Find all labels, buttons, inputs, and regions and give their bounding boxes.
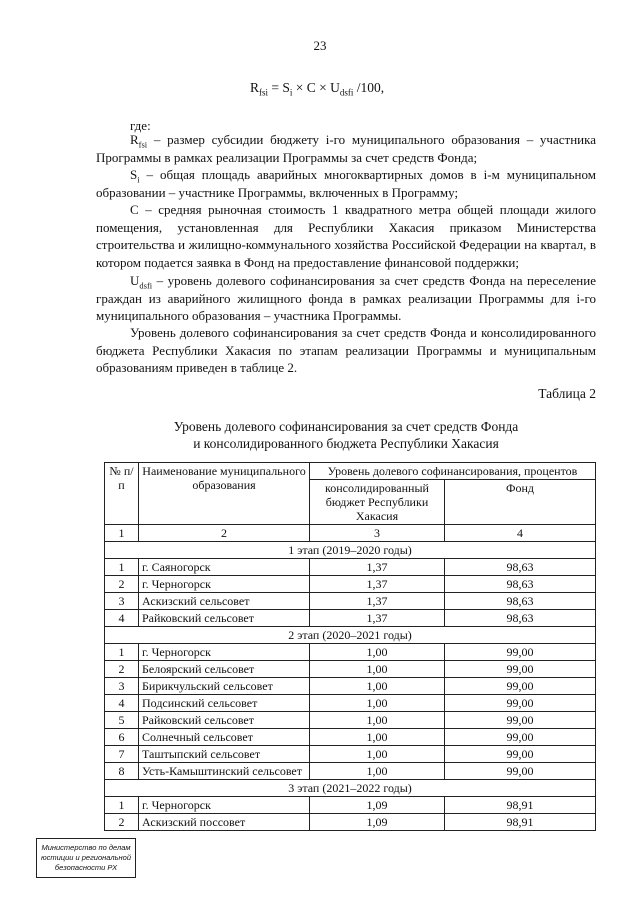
row-name: Таштыпский сельсовет <box>139 746 310 763</box>
row-budget: 1,00 <box>310 763 445 780</box>
row-name: г. Саяногорск <box>139 559 310 576</box>
definition-text: – общая площадь аварийных многоквартирных домов в i-м муниципальном образовании – участнике Программы, включенных в Программу; <box>96 167 596 200</box>
row-name: г. Черногорск <box>139 644 310 661</box>
stage-row <box>105 627 596 644</box>
definition-text: – средняя рыночная стоимость 1 квадратного метра общей площади жилого помещения, установленная для Республики Хакасия приказом Министерства строительства и жилищно-коммунального хозяйства Российской Федерации на квартал, в котором подается заявка в Фонд на предоставление финансовой поддержки; <box>96 202 596 270</box>
definition-rfsi <box>96 131 596 166</box>
definition-sub: fsi <box>138 139 148 150</box>
row-budget: 1,00 <box>310 661 445 678</box>
table-row <box>105 661 596 678</box>
row-budget: 1,00 <box>310 746 445 763</box>
definition-si <box>96 166 596 201</box>
definition-symbol: U <box>130 273 140 288</box>
table-row <box>105 576 596 593</box>
row-number: 5 <box>105 712 139 729</box>
stamp-line: юстиции и региональной <box>40 853 132 862</box>
stamp-line: Министерство по делам <box>41 843 131 852</box>
row-number: 1 <box>105 797 139 814</box>
definition-symbol: C <box>130 202 139 217</box>
table-label: Таблица 2 <box>538 386 596 401</box>
cofinancing-table <box>104 462 596 831</box>
definition-symbol: R <box>130 132 139 147</box>
row-budget: 1,09 <box>310 797 445 814</box>
row-budget: 1,09 <box>310 814 445 831</box>
row-name: Райковский сельсовет <box>139 712 310 729</box>
row-number: 6 <box>105 729 139 746</box>
table-row <box>105 797 596 814</box>
row-number: 2 <box>105 661 139 678</box>
table-title <box>96 418 596 452</box>
row-fund: 99,00 <box>445 695 596 712</box>
row-number: 4 <box>105 695 139 712</box>
definition-sub: dsfi <box>139 280 153 291</box>
row-name: Аскизский поссовет <box>139 814 310 831</box>
row-name: Усть-Камыштинский сельсовет <box>139 763 310 780</box>
formula-mid: × C × U <box>292 80 340 95</box>
row-fund: 99,00 <box>445 661 596 678</box>
row-fund: 99,00 <box>445 729 596 746</box>
table-title-line: и консолидированного бюджета Республики Хакасия <box>193 436 499 451</box>
table-row <box>105 814 596 831</box>
definition-text: – размер субсидии бюджету i-го муниципального образования – участника Программы в рамках реализации Программы за счет средств Фонда; <box>96 132 596 165</box>
row-fund: 98,63 <box>445 576 596 593</box>
where-label: где: <box>130 118 151 133</box>
row-name: Подсинский сельсовет <box>139 695 310 712</box>
registration-stamp <box>36 838 136 878</box>
row-fund: 99,00 <box>445 644 596 661</box>
row-name: Аскизский сельсовет <box>139 593 310 610</box>
row-number: 1 <box>105 559 139 576</box>
header-budget: консолидированный бюджет Республики Хакасия <box>310 480 445 525</box>
table-row <box>105 610 596 627</box>
formula-u-sub: dsfi <box>339 87 354 98</box>
table-title-line: Уровень долевого софинансирования за счет средств Фонда <box>173 419 519 434</box>
definition-sub: i <box>137 174 140 185</box>
table-row <box>105 593 596 610</box>
stage-title: 1 этап (2019–2020 годы) <box>105 542 596 559</box>
header-name: Наименование муниципального образования <box>139 463 310 525</box>
header-fund: Фонд <box>445 480 596 525</box>
table-row <box>105 763 596 780</box>
table-row <box>105 559 596 576</box>
header-level: Уровень долевого софинансирования, процентов <box>310 463 596 480</box>
index-cell: 1 <box>105 525 139 542</box>
row-name: Солнечный сельсовет <box>139 729 310 746</box>
definition-symbol: S <box>130 167 138 182</box>
table-row <box>105 695 596 712</box>
row-number: 7 <box>105 746 139 763</box>
page-number: 23 <box>313 38 327 53</box>
row-budget: 1,00 <box>310 712 445 729</box>
definition-c <box>96 201 596 271</box>
formula-tail: /100, <box>353 80 385 95</box>
row-budget: 1,37 <box>310 593 445 610</box>
stage-row <box>105 780 596 797</box>
index-cell: 2 <box>139 525 310 542</box>
stage-title: 2 этап (2020–2021 годы) <box>105 627 596 644</box>
row-name: г. Черногорск <box>139 576 310 593</box>
row-budget: 1,00 <box>310 678 445 695</box>
formula-lhs: R <box>250 80 260 95</box>
row-fund: 99,00 <box>445 763 596 780</box>
row-number: 3 <box>105 678 139 695</box>
row-number: 8 <box>105 763 139 780</box>
row-number: 3 <box>105 593 139 610</box>
definition-udsfi <box>96 272 596 325</box>
row-name: Белоярский сельсовет <box>139 661 310 678</box>
row-number: 4 <box>105 610 139 627</box>
row-name: Бирикчульский сельсовет <box>139 678 310 695</box>
row-number: 1 <box>105 644 139 661</box>
row-fund: 99,00 <box>445 678 596 695</box>
row-budget: 1,37 <box>310 576 445 593</box>
row-number: 2 <box>105 576 139 593</box>
row-budget: 1,00 <box>310 644 445 661</box>
row-fund: 98,91 <box>445 814 596 831</box>
row-fund: 99,00 <box>445 712 596 729</box>
table-row <box>105 644 596 661</box>
closing-paragraph: Уровень долевого софинансирования за счет средств Фонда и консолидированного бюджета Республики Хакасия по этапам реализации Программы и муниципальным образованиям приведен в таблице 2. <box>96 325 596 376</box>
row-fund: 98,63 <box>445 610 596 627</box>
row-budget: 1,37 <box>310 610 445 627</box>
table-row <box>105 746 596 763</box>
table-row <box>105 712 596 729</box>
row-fund: 99,00 <box>445 746 596 763</box>
table-body <box>105 542 596 831</box>
row-fund: 98,63 <box>445 593 596 610</box>
stage-title: 3 этап (2021–2022 годы) <box>105 780 596 797</box>
header-num: № п/п <box>105 463 139 525</box>
index-cell: 4 <box>445 525 596 542</box>
formula-lhs-sub: fsi <box>259 87 269 98</box>
formula-eq: = S <box>268 80 290 95</box>
stamp-line: безопасности РХ <box>54 863 118 872</box>
index-cell: 3 <box>310 525 445 542</box>
formula-s-sub: i <box>289 87 293 98</box>
row-fund: 98,91 <box>445 797 596 814</box>
table-row <box>105 678 596 695</box>
row-budget: 1,00 <box>310 729 445 746</box>
stage-row <box>105 542 596 559</box>
row-budget: 1,00 <box>310 695 445 712</box>
row-name: г. Черногорск <box>139 797 310 814</box>
row-number: 2 <box>105 814 139 831</box>
row-name: Райковский сельсовет <box>139 610 310 627</box>
table-row <box>105 729 596 746</box>
definition-text: – уровень долевого софинансирования за счет средств Фонда на переселение граждан из аварийного жилищного фонда в рамках реализации Программы для i-го муниципального образования – участника Программы. <box>96 273 596 324</box>
row-budget: 1,37 <box>310 559 445 576</box>
row-fund: 98,63 <box>445 559 596 576</box>
subsidy-formula <box>250 80 384 98</box>
